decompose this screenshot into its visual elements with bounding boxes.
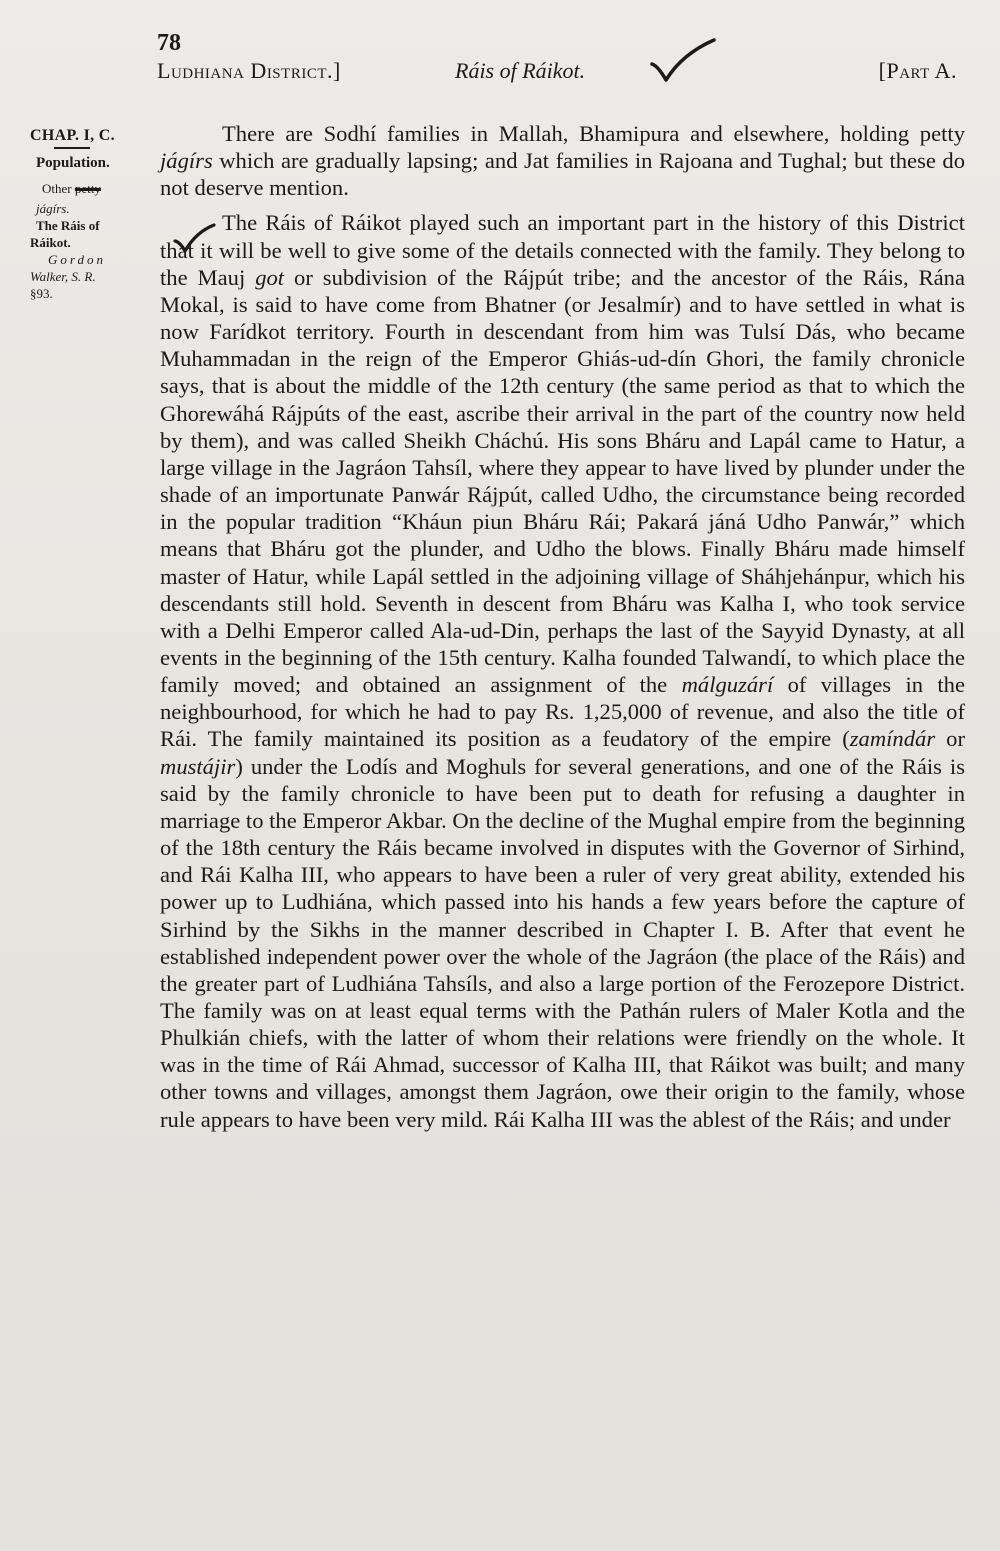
italic-term: zamíndár — [849, 726, 936, 752]
italic-term: jágírs — [160, 148, 213, 174]
paragraph-text: There are Sodhí families in Mallah, Bhamipura and elsewhere, holding petty — [222, 121, 965, 146]
paragraph-text: The Ráis of Ráikot played such an important part in the history of this District that it will be well to give some of the details connected with the family. They belong to the Mauj — [160, 210, 965, 290]
section-label: Population. — [36, 155, 110, 171]
side-note-title: Ráikot. — [30, 235, 71, 250]
italic-term: got — [255, 264, 285, 290]
side-note-text: jágírs. — [36, 201, 70, 216]
header-title: Ráis of Ráikot. — [455, 58, 586, 83]
paragraph-text: ) under the Lodís and Moghuls for several generations, and one of the Ráis is said by the family chronicle to have been put to death for refusing a daughter in marriage to the Emperor Akbar. On the decline of the Mughal empire from the beginning of the 18th century the Ráis became involved in disputes with the Governor of Sirhind, and Rái Kalha III, who appears to have been a ruler of very great ability, extended his power up to Ludhiána, which passed into his hands a few years before the capture of Sirhind by the Sikhs in the manner described in Chapter I. B. After that event he established independent power over the whole of the Jagráon (the place of the Ráis) and the greater part of Ludhiána Tahsíls, and also a large portion of the Ferozepore District. The family was on at least equal terms with the Pathán rulers of Maler Kotla and the Phulkián chiefs, with the latter of whom their relations were friendly on the whole. It was in the time of Rái Ahmad, successor of Kalha III, that Ráikot was built; and many other towns and villages, amongst them Jagráon, owe their origin to the family, whose rule appears to have been very mild. Rái Kalha III was the ablest of the Ráis; and under — [160, 753, 965, 1132]
italic-term: málguzárí — [681, 672, 774, 698]
side-note-struck-text: petty — [74, 181, 101, 196]
page-number: 78 — [157, 30, 181, 56]
margin-rule — [54, 147, 90, 149]
body-text — [160, 120, 965, 1141]
paragraph-text: or — [935, 726, 965, 752]
side-note-text: Other — [42, 181, 72, 196]
header-part: [Part A. — [878, 58, 957, 83]
running-header — [157, 58, 957, 92]
side-note-other-jagirs — [42, 180, 155, 197]
paragraph-text: of villages in the neighbourhood, for which he had to pay Rs. 1,25,000 of revenue, and also the title of Rái. The family maintained its position as a feudatory of the empire ( — [160, 672, 966, 752]
margin-notes — [30, 127, 155, 302]
side-note-reference: §93. — [30, 286, 53, 301]
side-note-reference: Walker, S. R. — [30, 269, 96, 284]
chapter-label: CHAP. I, C. — [30, 127, 115, 144]
checkmark-icon — [648, 36, 718, 86]
paragraph — [160, 209, 965, 1132]
paragraph-text: which are gradually lapsing; and Jat families in Rajoana and Tughal; but these do not deserve mention. — [160, 148, 965, 201]
italic-term: mustájir — [160, 753, 236, 779]
side-note-reference: Gordon — [48, 252, 106, 267]
side-note-title: The Ráis of — [36, 218, 100, 233]
paragraph-text: or subdivision of the Rájpút tribe; and the ancestor of the Ráis, Rána Mokal, is said to have come from Bhatner (or Jesalmír) and to have settled in what is now Farídkot territory. Fourth in descendant from him was Tulsí Dás, who became Muhammadan in the reign of the Emperor Ghiás-ud-dín Ghori, the family chronicle says, that is about the middle of the 12th century (the same period as that to which the Ghorewáhá Rájpúts of the east, ascribe their arrival in the part of the country now held by them), and was called Sheikh Cháchú. His sons Bháru and Lapál came to Hatur, a large village in the Jagráon Tahsíl, where they appear to have lived by plunder under the shade of an importunate Panwár Rájpút, called Udho, the circumstance being recorded in the popular tradition “Kháun piun Bháru Rái; Pakará jáná Udho Panwár,” which means that Bháru got the plunder, and Udho the blows. Finally Bháru made himself master of Hatur, while Lapál settled in the adjoining village of Sháhjehánpur, which his descendants still hold. Seventh in descent from Bháru was Kalha I, who took service with a Delhi Emperor called Ala-ud-Din, perhaps the last of the Sayyid Dynasty, at all events in the beginning of the 15th century. Kalha founded Talwandí, to which place the family moved; and obtained an assignment of the — [160, 264, 965, 698]
paragraph — [160, 120, 965, 201]
header-district: Ludhiana District.] — [157, 58, 341, 83]
